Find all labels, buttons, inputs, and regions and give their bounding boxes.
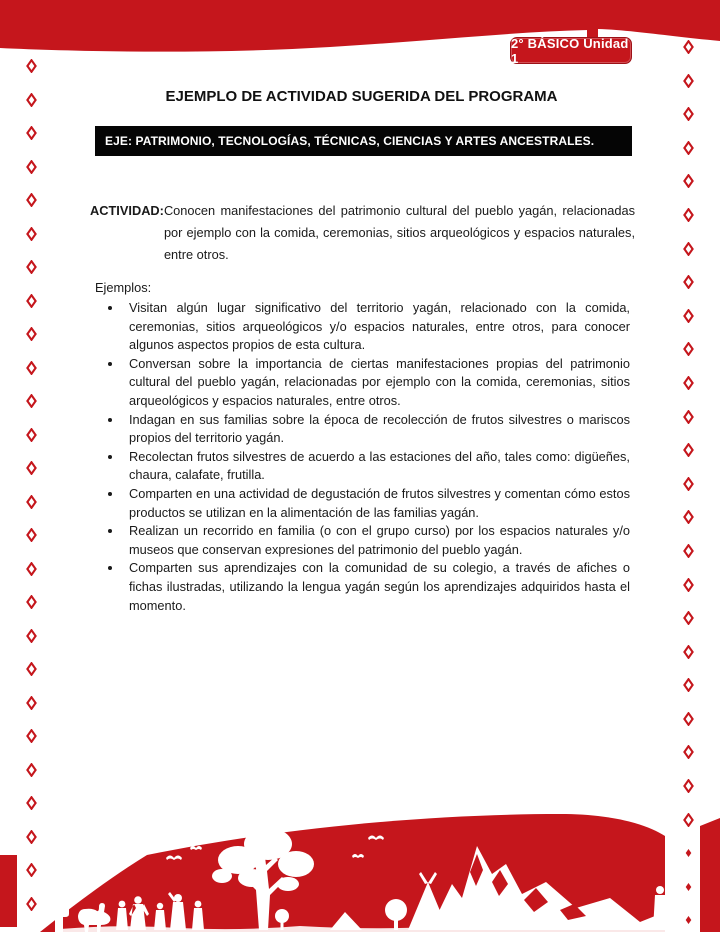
- diamond-icon: [683, 74, 694, 88]
- list-item: • Comparten en una actividad de degustación de frutos silvestres y comentan cómo estos productos se utilizan en la alimentación de las familias yagán.: [123, 485, 630, 522]
- diamond-icon: [26, 729, 37, 743]
- diamond-icon: [683, 141, 694, 155]
- bottom-landscape-art: [0, 812, 720, 932]
- list-item: • Recolectan frutos silvestres de acuerdo a las estaciones del año, tales como: digüeñes, chaura, calafate, frutilla.: [123, 448, 630, 485]
- diamond-icon: [683, 376, 694, 390]
- diamond-icon: [683, 544, 694, 558]
- eje-banner: [95, 126, 632, 156]
- list-item: • Realizan un recorrido en familia (o con el grupo curso) por los espacios naturales y/o museos que conservan expresiones del patrimonio del pueblo yagán.: [123, 522, 630, 559]
- diamond-icon: [683, 745, 694, 759]
- diamond-icon: [26, 461, 37, 475]
- diamond-icon: [683, 410, 694, 424]
- examples-section: [95, 280, 632, 615]
- eje-banner-label: EJE: PATRIMONIO, TECNOLOGÍAS, TÉCNICAS, CIENCIAS Y ARTES ANCESTRALES.: [105, 134, 595, 148]
- diamond-icon: [26, 227, 37, 241]
- diamond-icon: [683, 611, 694, 625]
- diamond-icon: [26, 796, 37, 810]
- diamond-icon: [26, 428, 37, 442]
- diamond-icon: [26, 495, 37, 509]
- left-diamond-border: [25, 59, 37, 930]
- diamond-icon: [683, 645, 694, 659]
- examples-list: [123, 299, 630, 615]
- diamond-icon: [26, 595, 37, 609]
- right-diamond-border: [682, 40, 694, 932]
- diamond-icon: [683, 477, 694, 491]
- diamond-icon: [683, 242, 694, 256]
- diamond-icon: [683, 443, 694, 457]
- diamond-icon: [683, 510, 694, 524]
- diamond-icon: [26, 394, 37, 408]
- diamond-icon: [26, 629, 37, 643]
- diamond-icon: [683, 275, 694, 289]
- diamond-icon: [26, 193, 37, 207]
- diamond-icon: [26, 294, 37, 308]
- diamond-icon: [683, 678, 694, 692]
- examples-label: Ejemplos:: [95, 280, 152, 295]
- unit-badge-label: 2° BÁSICO Unidad 1: [511, 35, 629, 66]
- diamond-icon: [26, 763, 37, 777]
- activity-description: Conocen manifestaciones del patrimonio cultural del pueblo yagán, relacionadas por ejemplo con la comida, ceremonias, sitios arqueológicos y espacios naturales, entre otros.: [163, 203, 635, 262]
- diamond-icon: [683, 712, 694, 726]
- diamond-icon: [683, 309, 694, 323]
- diamond-icon: [683, 342, 694, 356]
- list-item: • Conversan sobre la importancia de ciertas manifestaciones propias del patrimonio cultural del pueblo yagán, relacionadas por ejemplo con la comida, ceremonias, sitios arqueológicos y espacios naturales, entre otros.: [123, 355, 630, 411]
- diamond-icon: [683, 208, 694, 222]
- diamond-icon: [26, 696, 37, 710]
- diamond-icon: [26, 160, 37, 174]
- diamond-icon: [683, 779, 694, 793]
- list-item: • Indagan en sus familias sobre la época de recolección de frutos silvestres o mariscos propios del territorio yagán.: [123, 411, 630, 448]
- page-title: EJEMPLO DE ACTIVIDAD SUGERIDA DEL PROGRAMA: [165, 88, 558, 105]
- activity-label: ACTIVIDAD:: [90, 203, 164, 218]
- activity-section: [90, 200, 635, 266]
- diamond-icon: [683, 578, 694, 592]
- diamond-icon: [26, 528, 37, 542]
- list-item: • Comparten sus aprendizajes con la comunidad de su colegio, a través de afiches o fichas ilustradas, utilizando la lengua yagán según los aprendizajes adquiridos hasta el momento.: [123, 559, 630, 615]
- diamond-icon: [26, 126, 37, 140]
- diamond-icon: [683, 107, 694, 121]
- unit-badge: [510, 37, 632, 64]
- diamond-icon: [683, 40, 694, 54]
- list-item: • Visitan algún lugar significativo del territorio yagán, relacionado con la comida, ceremonias, sitios arqueológicos y/o espacios naturales, entre otros, para conocer algunos aspectos propios de esta cultura.: [123, 299, 630, 355]
- diamond-icon: [26, 662, 37, 676]
- diamond-icon: [683, 174, 694, 188]
- diamond-icon: [26, 361, 37, 375]
- diamond-icon: [26, 260, 37, 274]
- diamond-icon: [26, 59, 37, 73]
- diamond-icon: [26, 93, 37, 107]
- diamond-icon: [26, 562, 37, 576]
- diamond-icon: [26, 327, 37, 341]
